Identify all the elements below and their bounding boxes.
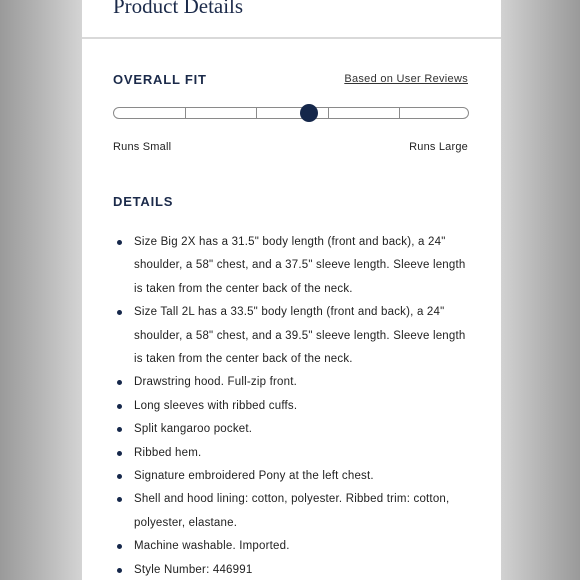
details-list-item: Size Big 2X has a 31.5" body length (front and back), a 24" shoulder, a 58" chest, and a 37.5" sleeve length. Sleeve length is taken from the center back of the neck. <box>117 231 469 301</box>
details-heading: DETAILS <box>113 194 174 209</box>
fit-scale-segment-divider <box>185 107 186 119</box>
details-list-item: Split kangaroo pocket. <box>117 418 469 441</box>
fit-scale-segment-divider <box>256 107 257 119</box>
divider <box>82 37 501 39</box>
details-list-item: Drawstring hood. Full-zip front. <box>117 371 469 394</box>
details-list <box>117 231 469 580</box>
runs-small-label: Runs Small <box>113 141 172 153</box>
fit-scale-segment-divider <box>399 107 400 119</box>
runs-large-label: Runs Large <box>409 141 468 153</box>
details-list-item: Machine washable. Imported. <box>117 535 469 558</box>
details-list-item: Ribbed hem. <box>117 442 469 465</box>
details-list-item: Long sleeves with ribbed cuffs. <box>117 395 469 418</box>
fit-scale-segment-divider <box>328 107 329 119</box>
product-details-panel <box>82 0 501 580</box>
fit-scale-track <box>113 107 469 119</box>
based-on-user-reviews-link[interactable]: Based on User Reviews <box>344 73 468 85</box>
page-title: Product Details <box>113 0 244 18</box>
details-list-item: Size Tall 2L has a 33.5" body length (front and back), a 24" shoulder, a 58" chest, and a 39.5" sleeve length. Sleeve length is taken from the center back of the neck. <box>117 301 469 371</box>
details-list-item: Style Number: 446991 <box>117 559 469 580</box>
fit-indicator-knob <box>300 104 318 122</box>
details-list-item: Signature embroidered Pony at the left chest. <box>117 465 469 488</box>
overall-fit-heading: OVERALL FIT <box>113 72 207 87</box>
details-list-item: Shell and hood lining: cotton, polyester. Ribbed trim: cotton, polyester, elastane. <box>117 488 469 535</box>
